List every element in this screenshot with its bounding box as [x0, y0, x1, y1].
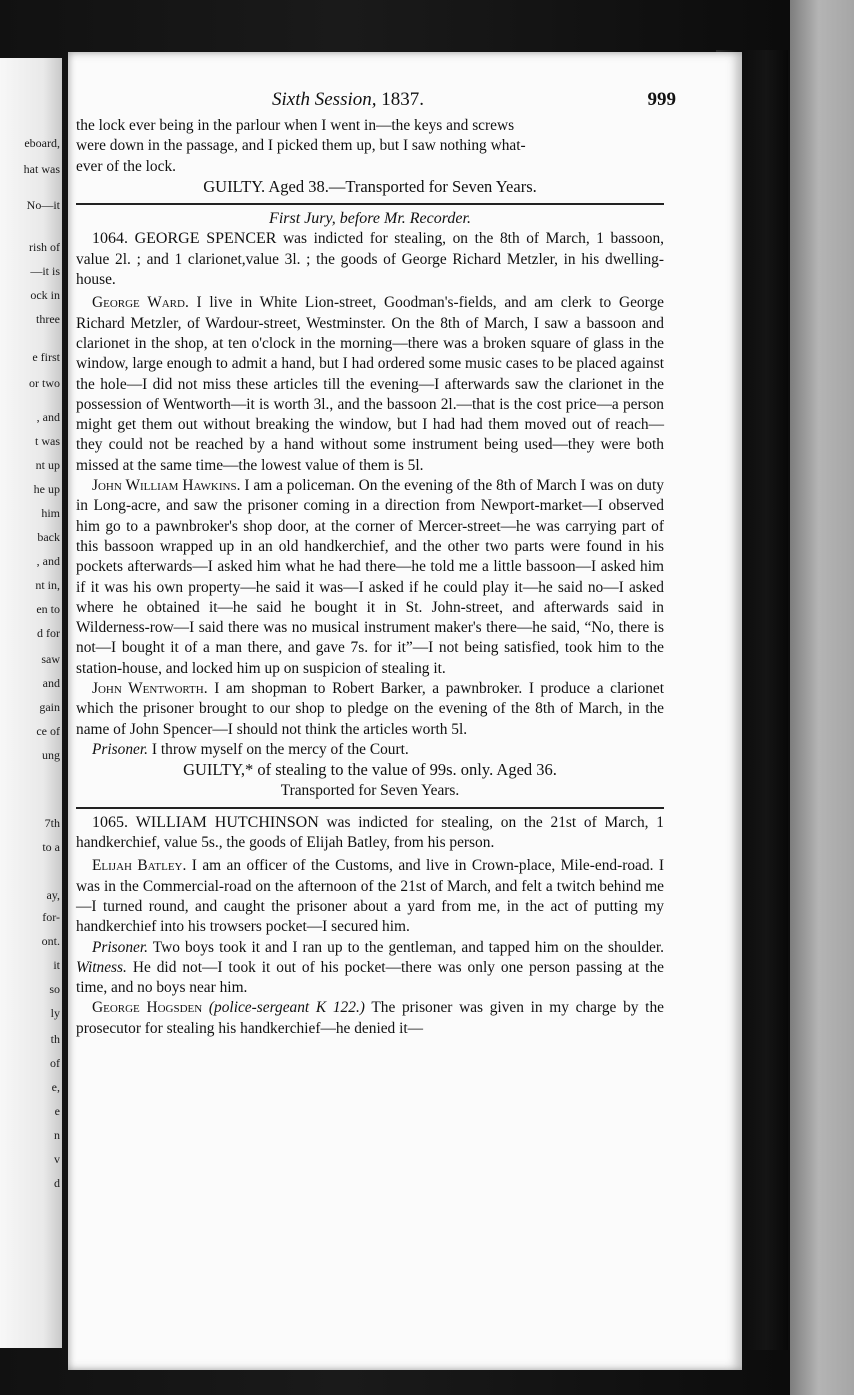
- witness-name: Elijah Batley.: [92, 857, 187, 875]
- left-page-fragment: ock in: [30, 288, 60, 302]
- left-page-fragment: d for: [37, 626, 60, 640]
- book-page: [68, 52, 742, 1370]
- left-page-fragment: —it is: [30, 264, 60, 278]
- indictment-paragraph: [76, 813, 664, 854]
- statement-text: Two boys took it and I ran up to the gentleman, and tapped him on the shoulder.: [152, 938, 664, 956]
- page-header: [76, 89, 676, 116]
- left-page-fragment: for-: [42, 910, 60, 924]
- left-page-fragment: eboard,: [24, 136, 60, 150]
- text-line: ever of the lock.: [76, 157, 176, 175]
- prisoner-statement: [76, 740, 664, 760]
- testimony-text: I am shopman to Robert Barker, a pawnbroker. I produce a clarionet which the prisoner brought to our shop to pledge on the evening of the 8th of March, in the name of John Spencer—I should not think the articles worth 5l.: [76, 680, 665, 738]
- left-page-fragment: ly: [50, 1006, 60, 1020]
- left-page-fragment: him: [41, 506, 60, 520]
- left-page-fragment: or two: [29, 376, 60, 390]
- left-page-fragment: t was: [35, 434, 60, 448]
- left-page-fragment: th: [50, 1032, 60, 1046]
- defendant-name: GEORGE SPENCER: [134, 230, 277, 248]
- left-page-fragment: e,: [51, 1080, 60, 1094]
- verdict-line: GUILTY,* of stealing to the value of 99s. only. Aged 36.: [183, 760, 557, 780]
- section-divider: [76, 203, 664, 205]
- left-page-fragment: v: [54, 1152, 60, 1166]
- witness-label: Witness.: [76, 958, 127, 976]
- testimony-paragraph: [76, 476, 664, 679]
- text-line: were down in the passage, and I picked them up, but I saw nothing what-: [76, 137, 526, 155]
- left-page-fragment: ce of: [36, 724, 60, 738]
- statement-text: He did not—I took it out of his pocket—there was only one person passing at the time, and no boys near him.: [76, 958, 664, 997]
- left-page-fragment: No—it: [26, 198, 60, 212]
- testimony-text: The prisoner was given in my charge by the prosecutor for stealing his handkerchief—he denied it—: [76, 999, 664, 1037]
- case-1065: [76, 813, 664, 1039]
- left-page-fragment: 7th: [44, 816, 60, 830]
- left-page-fragment: e: [54, 1104, 60, 1118]
- testimony-text: I live in White Lion-street, Goodman's-fields, and am clerk to George Richard Metzler, of Wardour-street, Westminster. On the 8th of March, I saw a bassoon and clarionet in the shop, at ten o'clock in the morning—there was a broken square of glass in the window, large enough to admit a hand, but I had ordered some music cases to be placed against the hole—I did not miss these articles till the evening—I afterwards saw the clarionet in the possession of Wentworth—it is worth 3l., and the bassoon 2l.—that is the cost price—a person might get them out without breaking the window, but I had had them moved out of reach—they could not be reached by a hand without some instrument being used—they were both missed at the same time—the lowest value of them is 5l.: [76, 294, 664, 474]
- left-page-fragment: he up: [33, 482, 60, 496]
- left-page-fragment: d: [54, 1176, 60, 1190]
- left-page-fragment: nt up: [35, 458, 60, 472]
- indictment-paragraph: [76, 229, 664, 290]
- prisoner-label: Prisoner.: [92, 938, 149, 956]
- testimony-paragraph: [76, 856, 664, 937]
- prisoner-statement: [76, 938, 664, 999]
- left-page-fragment: ont.: [41, 934, 60, 948]
- testimony-paragraph: [76, 293, 664, 476]
- defendant-name: WILLIAM HUTCHINSON: [135, 813, 319, 831]
- left-page-fragment: , and: [36, 554, 60, 568]
- indictment-text: was indicted for stealing, on the 21st of March, 1 handkerchief, value 5s., the goods of Elijah Batley, from his person.: [76, 813, 664, 852]
- testimony-paragraph: [76, 998, 664, 1039]
- case-1064: [76, 229, 664, 800]
- left-page-edge: [0, 58, 62, 1348]
- testimony-text: I am an officer of the Customs, and live in Crown-place, Mile-end-road. I was in the Commercial-road on the afternoon of the 21st of March, and felt a twitch behind me—I turned round, and caught the prisoner about a yard from me, in the act of putting my handkerchief into his trowsers pocket—I secured him.: [76, 857, 664, 936]
- session-year: 1837.: [381, 89, 424, 110]
- verdict-line: GUILTY. Aged 38.—Transported for Seven Years.: [203, 176, 537, 196]
- left-page-fragment: hat was: [23, 162, 60, 176]
- witness-name: George Ward.: [92, 294, 189, 312]
- left-page-fragment: e first: [32, 350, 60, 364]
- left-page-fragment: ay,: [46, 888, 60, 902]
- left-page-fragment: of: [50, 1056, 60, 1070]
- left-page-fragment: and: [42, 676, 60, 690]
- left-page-fragment: nt in,: [35, 578, 60, 592]
- left-page-fragment: rish of: [29, 240, 60, 254]
- left-page-fragment: gain: [39, 700, 60, 714]
- left-page-fragment: n: [54, 1128, 60, 1142]
- left-page-fragment: to a: [42, 840, 60, 854]
- left-page-fragment: back: [37, 530, 60, 544]
- scanner-bed-margin: [790, 0, 854, 1395]
- testimony-text: I am a policeman. On the evening of the 8th of March I was on duty in Long-acre, and saw the prisoner coming in a direction from Newport-market—I observed him go to a pawnbroker's shop door, at the corner of Mercer-street—he was carrying part of this bassoon wrapped up in an old handkerchief, and the other two parts were found in his pockets afterwards—I asked him what he had there—he told me a little bassoon—I asked him if it was his own property—he said it was—I asked if he could play it—he said no—I asked where he obtained it—he said he bought it in St. John-street, and afterwards said in Wilderness-row—I said there was no musical instrument maker's there—he said, “No, there is not—I bought it of a man there, and gave 7s. for it”—I not being satisfied, took him to the station-house, and locked him up on suspicion of stealing it.: [76, 477, 664, 677]
- section-divider: [76, 807, 664, 809]
- witness-role: (police-sergeant K 122.): [208, 999, 365, 1017]
- testimony-paragraph: [76, 679, 664, 740]
- statement-text: I throw myself on the mercy of the Court.: [151, 740, 409, 758]
- left-page-fragment: ung: [42, 748, 60, 762]
- left-page-fragment: en to: [36, 602, 60, 616]
- sentence-line: Transported for Seven Years.: [280, 781, 460, 799]
- running-head: Sixth Session, 1837.: [272, 89, 424, 110]
- page-number: 999: [647, 89, 676, 110]
- witness-name: George Hogsden: [92, 999, 203, 1017]
- page-text: [76, 89, 676, 1039]
- text-line: the lock ever being in the parlour when I went in—the keys and screws: [76, 117, 515, 134]
- left-page-fragment: saw: [41, 652, 60, 666]
- indictment-text: was indicted for stealing, on the 8th of March, 1 bassoon, value 2l. ; and 1 clarionet,value 3l. ; the goods of George Richard Metzler, in his dwelling-house.: [76, 230, 664, 289]
- witness-name: John William Hawkins.: [92, 477, 241, 495]
- prisoner-label: Prisoner.: [92, 740, 149, 758]
- left-page-fragment: three: [36, 312, 60, 326]
- case-number: 1065.: [92, 813, 128, 831]
- witness-name: John Wentworth.: [92, 680, 208, 698]
- case-number: 1064.: [92, 230, 128, 248]
- left-page-fragment: , and: [36, 410, 60, 424]
- left-page-fragment: it: [53, 958, 60, 972]
- previous-case-tail: [76, 116, 664, 197]
- jury-heading: First Jury, before Mr. Recorder.: [269, 210, 471, 228]
- left-page-fragment: so: [49, 982, 60, 996]
